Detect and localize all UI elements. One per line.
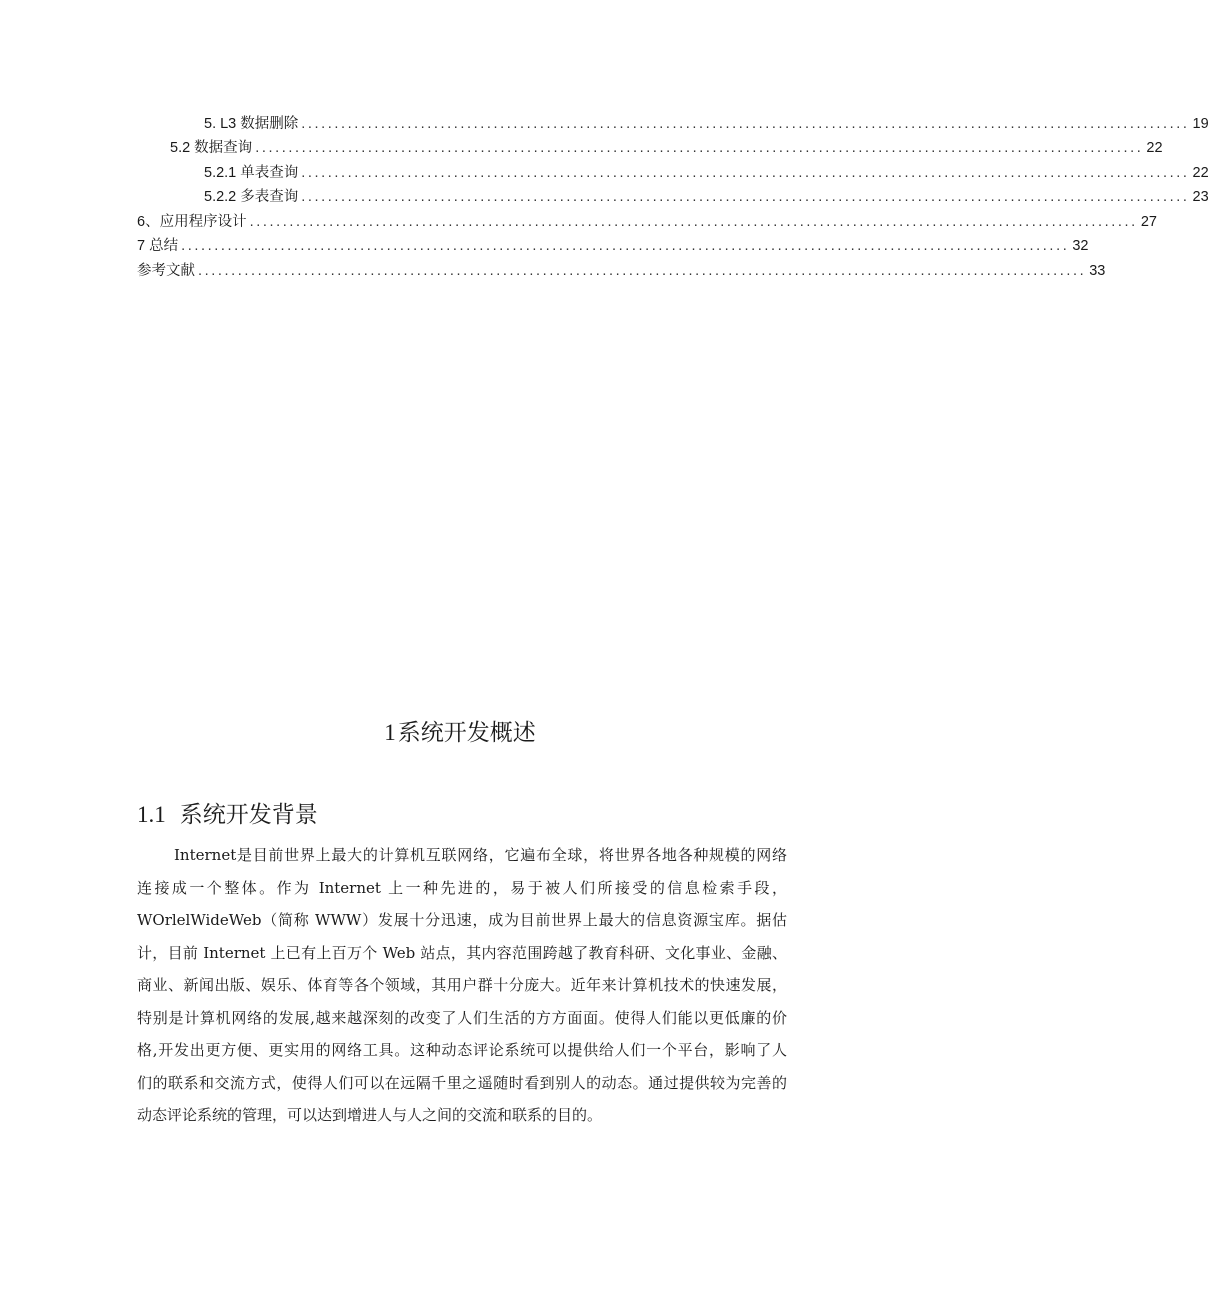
- paragraph-line: WOrlelWideWeb（简称 WWW）发展十分迅速，成为目前世界上最大的信息资源宝库。据估: [137, 911, 787, 929]
- toc-entry-page: 32: [1072, 238, 1089, 254]
- paragraph-line: 动态评论系统的管理，可以达到增进人与人之间的交流和联系的目的。: [137, 1106, 603, 1124]
- toc-entry[interactable]: [137, 259, 1106, 283]
- body-paragraph: [137, 839, 787, 1132]
- paragraph-line: 商业、新闻出版、娱乐、体育等各个领域，其用户群十分庞大。近年来计算机技术的快速发展，: [137, 976, 787, 994]
- paragraph-line: 格,开发出更方便、更实用的网络工具。这种动态评论系统可以提供给人们一个平台，影响了人: [137, 1041, 787, 1059]
- toc-entry-page: 33: [1089, 263, 1106, 279]
- section-number: 1.1: [137, 802, 166, 827]
- paragraph-line: 们的联系和交流方式，使得人们可以在远隔千里之遥随时看到别人的动态。通过提供较为完善的: [137, 1073, 787, 1092]
- toc-entry-page: 23: [1192, 189, 1209, 205]
- toc-entry-label: 5.2.2 多表查询: [204, 189, 299, 205]
- chapter-title-text: 系统开发概述: [397, 719, 536, 745]
- paragraph-line: 计，目前 Internet 上已有上百万个 Web 站点，其内容范围跨越了教育科研、文化事业、金融、: [137, 943, 787, 962]
- toc-entry[interactable]: [170, 136, 1163, 160]
- toc-entry[interactable]: [204, 161, 1209, 185]
- paragraph-line: Internet是目前世界上最大的计算机互联网络，它遍布全球，将世界各地各种规模的网络: [174, 846, 787, 864]
- chapter-number: 1: [384, 720, 396, 745]
- toc-entry[interactable]: [137, 234, 1089, 258]
- toc-entry-label: 5.2 数据查询: [170, 140, 253, 156]
- toc-dot-leader: ......................................................................................................................................: [301, 165, 1190, 181]
- paragraph-line: 特别是计算机网络的发展,越来越深刻的改变了人们生活的方方面面。使得人们能以更低廉的价: [137, 1008, 787, 1027]
- toc-dot-leader: ......................................................................................................................................: [198, 263, 1087, 279]
- toc-dot-leader: ......................................................................................................................................: [255, 140, 1144, 156]
- toc-dot-leader: ......................................................................................................................................: [301, 189, 1190, 205]
- toc-dot-leader: ......................................................................................................................................: [181, 238, 1070, 254]
- section-title-text: 系统开发背景: [179, 801, 318, 827]
- toc-entry-page: 22: [1192, 165, 1209, 181]
- section-heading: [137, 796, 318, 833]
- toc-entry[interactable]: [137, 210, 1157, 234]
- toc-entry-page: 19: [1192, 116, 1209, 132]
- toc-dot-leader: ......................................................................................................................................: [301, 116, 1190, 132]
- toc-entry-label: 6、应用程序设计: [137, 214, 247, 230]
- toc-entry-page: 27: [1140, 214, 1157, 230]
- toc-entry-page: 22: [1146, 140, 1163, 156]
- paragraph-line: 连接成一个整体。作为 Internet 上一种先进的，易于被人们所接受的信息检索手段，: [137, 878, 787, 897]
- toc-entry-label: 参考文献: [137, 263, 195, 279]
- toc-entry-label: 5. L3 数据删除: [204, 116, 299, 132]
- toc-dot-leader: ......................................................................................................................................: [249, 214, 1138, 230]
- chapter-heading: [0, 712, 920, 753]
- toc-entry-label: 7 总结: [137, 238, 179, 254]
- toc-entry-label: 5.2.1 单表查询: [204, 165, 299, 181]
- toc-entry[interactable]: [204, 185, 1209, 209]
- toc-entry[interactable]: [204, 112, 1209, 136]
